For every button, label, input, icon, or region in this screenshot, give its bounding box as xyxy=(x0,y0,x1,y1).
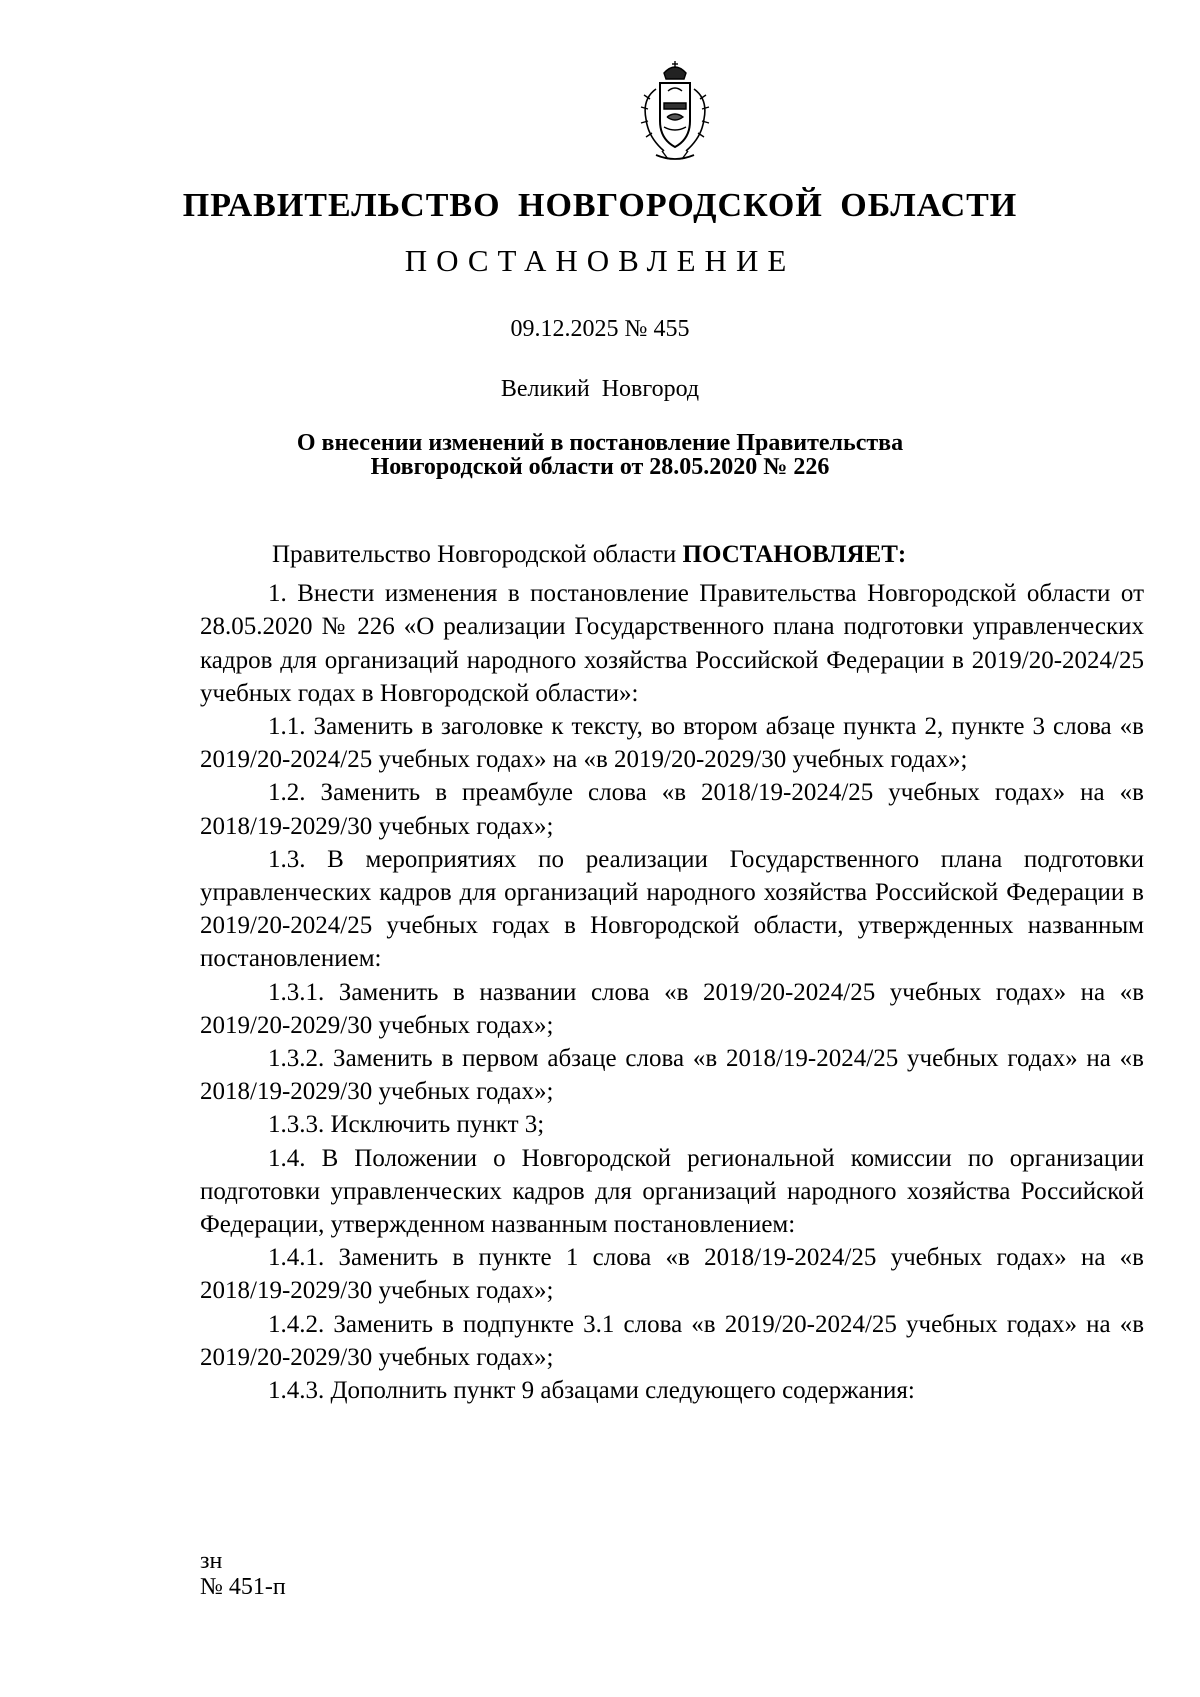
document-type: ПОСТАНОВЛЕНИЕ xyxy=(404,243,796,278)
preamble-text: Правительство Новгородской области xyxy=(272,541,683,568)
city-name: Великий Новгород xyxy=(500,376,700,402)
paragraph-1-4-2: 1.4.2. Заменить в подпункте 3.1 слова «в 2019/20-2024/25 учебных годах» на «в 2019/20-2029/30 учебных годах»; xyxy=(200,1310,1144,1371)
paragraph-1-3: 1.3. В мероприятиях по реализации Государственного плана подготовки управленческих кадров для организаций народного хозяйства Российской Федерации в 2019/20-2024/25 учебных годах в Новгородской области, утвержденных названным постановлением: xyxy=(200,845,1144,973)
footer-reference xyxy=(200,1548,286,1600)
paragraph-1-4: 1.4. В Положении о Новгородской региональной комиссии по организации подготовки управленческих кадров для организаций народного хозяйства Российской Федерации, утвержденном названным постановлением: xyxy=(200,1144,1144,1239)
paragraph-1-4-3: 1.4.3. Дополнить пункт 9 абзацами следующего содержания: xyxy=(268,1377,915,1405)
paragraph-1-3-1: 1.3.1. Заменить в названии слова «в 2019/20-2024/25 учебных годах» на «в 2019/20-2029/30 учебных годах»; xyxy=(200,978,1144,1039)
date-and-number: 09.12.2025 № 455 xyxy=(510,316,690,342)
document-title xyxy=(0,431,1200,479)
preamble xyxy=(200,538,1144,571)
paragraph-1-3-3: 1.3.3. Исключить пункт 3; xyxy=(268,1111,545,1139)
preamble-bold: ПОСТАНОВЛЯЕТ: xyxy=(682,541,907,568)
paragraph-1-2: 1.2. Заменить в преамбуле слова «в 2018/19-2024/25 учебных годах» на «в 2018/19-2029/30 учебных годах»; xyxy=(200,779,1144,840)
footer-reg-number: № 451-п xyxy=(200,1574,286,1600)
footer-initials: зн xyxy=(200,1548,223,1574)
organization-name: ПРАВИТЕЛЬСТВО НОВГОРОДСКОЙ ОБЛАСТИ xyxy=(182,187,1018,224)
paragraph-1-4-1: 1.4.1. Заменить в пункте 1 слова «в 2018/19-2024/25 учебных годах» на «в 2018/19-2029/30 учебных годах»; xyxy=(200,1244,1144,1305)
title-line-2: Новгородской области от 28.05.2020 № 226 xyxy=(370,454,830,480)
document-body xyxy=(200,538,1144,1407)
title-line-1: О внесении изменений в постановление Правительства xyxy=(296,430,904,456)
paragraph-1-3-2: 1.3.2. Заменить в первом абзаце слова «в 2018/19-2024/25 учебных годах» на «в 2018/19-2029/30 учебных годах»; xyxy=(200,1045,1144,1106)
paragraph-1: 1. Внести изменения в постановление Правительства Новгородской области от 28.05.2020 № 226 «О реализации Государственного плана подготовки управленческих кадров для организаций народного хозяйства Российской Федерации в 2019/20-2024/25 учебных годах в Новгородской области»: xyxy=(200,580,1144,707)
coat-of-arms-icon xyxy=(634,59,716,163)
paragraph-1-1: 1.1. Заменить в заголовке к тексту, во втором абзаце пункта 2, пункте 3 слова «в 2019/20-2024/25 учебных годах» на «в 2019/20-2029/30 учебных годах»; xyxy=(200,713,1144,774)
